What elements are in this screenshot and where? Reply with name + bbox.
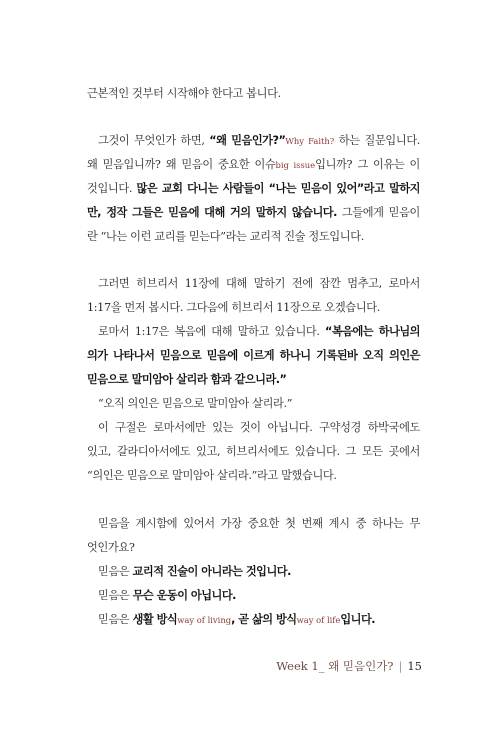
english-gloss: big issue — [275, 160, 316, 170]
text-run: “의인은 믿음으로 말미암아 살리라.”라고 말했습니다. — [87, 469, 337, 482]
text-run: 왜 믿음입니까? 왜 믿음이 중요한 이슈 — [87, 158, 276, 171]
text-line — [87, 181, 420, 197]
bold-text: 의가 나타나서 믿음으로 믿음에 이르게 하나니 기록된바 오직 의인은 — [87, 349, 420, 362]
text-line — [98, 420, 420, 436]
text-run: 그들에게 믿음이 — [336, 206, 420, 219]
text-line — [87, 540, 420, 556]
running-head: Week 1_ 왜 믿음인가? — [276, 659, 394, 673]
text-line — [98, 396, 420, 412]
text-run: 있고, 갈라디아서에도 있고, 히브리서에도 있습니다. 그 모든 곳에서 — [87, 445, 420, 458]
text-line — [98, 588, 420, 604]
text-line — [87, 372, 420, 388]
bold-text: “왜 믿음인가?” — [209, 134, 286, 147]
text-line — [98, 133, 420, 149]
text-run: 이 구절은 로마서에만 있는 것이 아닙니다. 구약성경 하박국에도 — [98, 421, 420, 434]
text-run: 1:17을 먼저 봅시다. 그다음에 히브리서 11장으로 오겠습니다. — [87, 301, 380, 314]
bold-text: 믿음으로 말미암아 살리라 함과 같으니라.” — [87, 373, 287, 386]
english-gloss: way of living — [177, 615, 232, 625]
text-run: 믿음은 — [98, 565, 133, 578]
bold-text: 입니다. — [340, 613, 376, 626]
text-line — [98, 612, 420, 628]
text-line — [98, 324, 420, 340]
page-footer — [276, 658, 422, 674]
text-run: 란 “나는 이런 교리를 믿는다”라는 교리적 진술 정도입니다. — [87, 230, 364, 243]
text-line — [87, 205, 420, 221]
text-run: 입니까? 그 이유는 이 — [315, 158, 420, 171]
text-run: 엇인가요? — [87, 541, 135, 554]
text-line — [87, 86, 420, 102]
text-line — [98, 516, 420, 532]
text-run: 그것이 무엇인가 하면, — [98, 134, 210, 147]
text-run: “오직 의인은 믿음으로 말미암아 살리라.” — [98, 397, 293, 410]
bold-text: 무슨 운동이 아닙니다. — [132, 589, 236, 602]
text-run: 그러면 히브리서 11장에 대해 말하기 전에 잠깐 멈추고, 로마서 — [98, 277, 420, 290]
text-line — [87, 229, 420, 245]
bold-text: , 곧 삶의 방식 — [231, 613, 297, 626]
text-run: 하는 질문입니다. — [334, 134, 420, 147]
text-line — [87, 348, 420, 364]
text-line — [87, 468, 420, 484]
bold-text: 교리적 진술이 아니라는 것입니다. — [132, 565, 291, 578]
page-number: 15 — [407, 659, 422, 673]
english-gloss: way of life — [296, 615, 341, 625]
text-line — [87, 300, 420, 316]
english-gloss: Why Faith? — [285, 136, 335, 146]
bold-text: 만, 정작 그들은 믿음에 대해 거의 말하지 않습니다. — [87, 206, 337, 219]
bold-text: 많은 교회 다니는 사람들이 “나는 믿음이 있어”라고 말하지 — [136, 182, 420, 195]
text-run: 믿음은 — [98, 613, 133, 626]
text-line — [87, 157, 420, 173]
text-run: 근본적인 것부터 시작해야 한다고 봅니다. — [87, 87, 281, 100]
text-line — [98, 276, 420, 292]
footer-separator: | — [398, 659, 403, 673]
bold-text: “복음에는 하나님의 — [325, 325, 420, 338]
text-run: 것입니다. — [87, 182, 137, 195]
text-line — [98, 564, 420, 580]
bold-text: 생활 방식 — [132, 613, 178, 626]
text-run: 로마서 1:17은 복음에 대해 말하고 있습니다. — [98, 325, 326, 338]
text-run: 믿음을 계시함에 있어서 가장 중요한 첫 번째 계시 중 하나는 무 — [98, 517, 420, 530]
text-line — [87, 444, 420, 460]
text-run: 믿음은 — [98, 589, 133, 602]
